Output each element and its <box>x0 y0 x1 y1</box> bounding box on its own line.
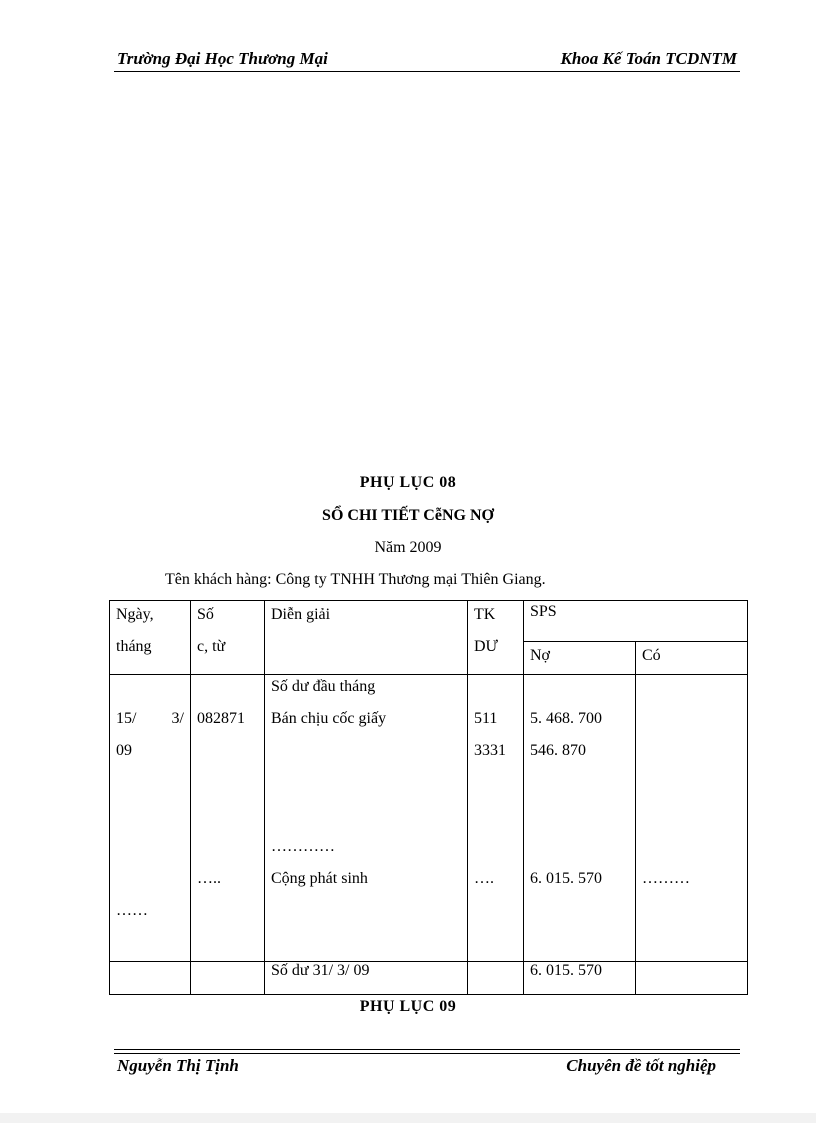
page-bottom-edge <box>0 1113 816 1123</box>
cell-date: 15/ 3/ 09 …… <box>110 675 191 962</box>
header-credit: Có <box>636 642 748 675</box>
header-sps: SPS <box>524 601 748 642</box>
footer-thesis-label: Chuyên đề tốt nghiệp <box>566 1056 716 1075</box>
header-faculty-name: Khoa Kế Toán TCDNTM <box>560 49 737 68</box>
header-debit: Nợ <box>524 642 636 675</box>
customer-name: Tên khách hàng: Công ty TNHH Thương mại Thiên Giang. <box>165 571 546 588</box>
footer-author: Nguyễn Thị Tịnh <box>117 1056 239 1075</box>
header-divider <box>114 71 740 72</box>
cell-document-number: 082871 ….. <box>191 675 265 962</box>
cell-account: 511 3331 …. <box>468 675 524 962</box>
footer-divider-thin <box>114 1053 740 1054</box>
cell-description: Số dư đầu tháng Bán chịu cốc giấy ………… Cộng phát sinh <box>265 675 468 962</box>
header-document-number: Số c, từ <box>191 601 265 675</box>
cell-closing-label: Số dư 31/ 3/ 09 <box>265 962 468 995</box>
table-header-row <box>110 601 748 642</box>
header-date: Ngày, tháng <box>110 601 191 675</box>
cell-debit: 5. 468. 700 546. 870 6. 015. 570 <box>524 675 636 962</box>
footer-divider <box>114 1049 740 1050</box>
header-description: Diễn giải <box>265 601 468 675</box>
table-row-closing <box>110 962 748 995</box>
table-row <box>110 675 748 962</box>
appendix-subtitle: SỔ CHI TIẾT CễNG NỢ <box>322 507 494 524</box>
next-appendix-title: PHỤ LỤC 09 <box>359 998 457 1015</box>
debt-ledger-table <box>109 600 748 995</box>
header-school-name: Trường Đại Học Thương Mại <box>117 49 328 68</box>
cell-credit: ……… <box>636 675 748 962</box>
appendix-title: PHỤ LỤC 08 <box>359 474 457 491</box>
cell-closing-debit: 6. 015. 570 <box>524 962 636 995</box>
header-account: TK DƯ <box>468 601 524 675</box>
appendix-year: Năm 2009 <box>374 539 442 556</box>
